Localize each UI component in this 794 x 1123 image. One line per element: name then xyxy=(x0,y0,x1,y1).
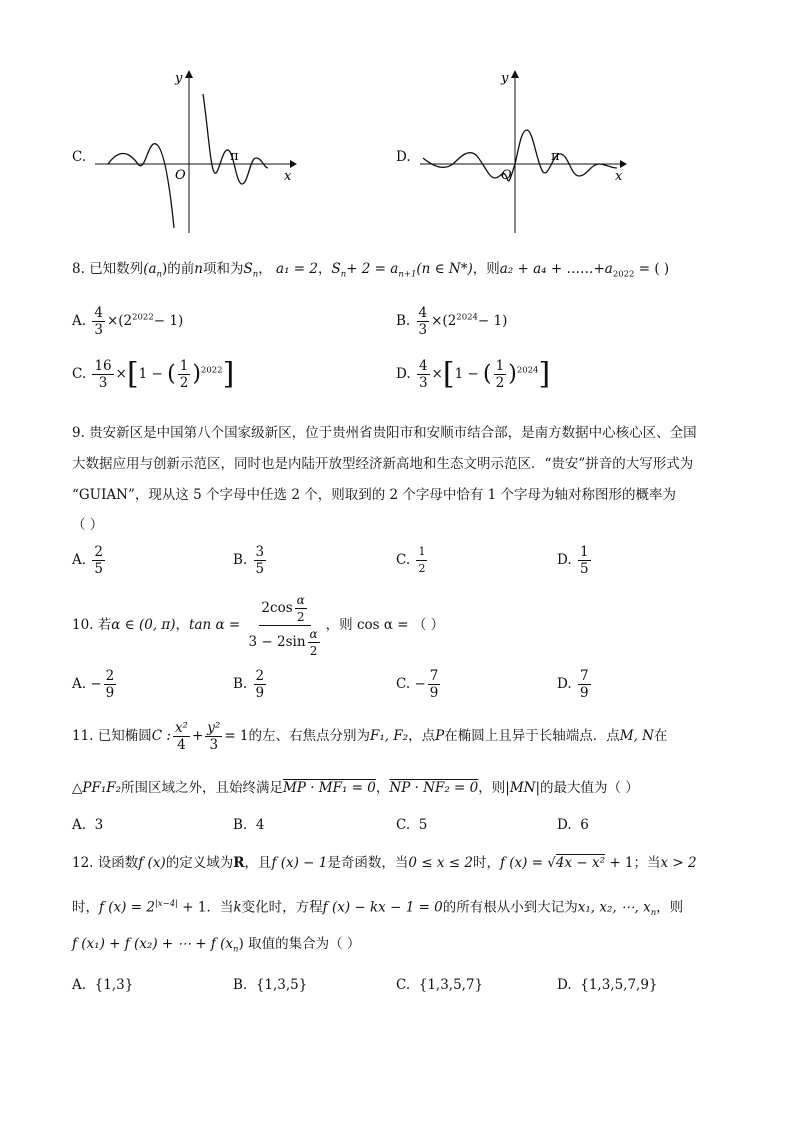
graph-c-label: C. xyxy=(72,149,87,165)
graph-d-x-arrow xyxy=(620,160,627,168)
graph-c-y-label: y xyxy=(175,71,183,86)
q8-option-a[interactable]: A. $\frac{4}{3}$ $\times(2^{2022}- 1)$ xyxy=(72,305,184,338)
graph-d-x-label: x xyxy=(615,169,623,184)
q11-option-d[interactable]: D. 6 xyxy=(557,817,589,833)
q12-option-d[interactable]: D. {1,3,5,7,9} xyxy=(557,977,658,993)
q10-option-a[interactable]: A. − $\frac{2}{9}$ xyxy=(72,668,115,701)
q8-option-d[interactable]: D. $\frac{4}{3}$ ×[1 − ( $\frac{1}{2}$ )$^{2024}$] xyxy=(396,356,551,392)
q10-option-b[interactable]: B. $\frac{2}{9}$ xyxy=(233,668,265,701)
q12-line-3: f (x₁) + f (x₂) + ⋯ + f $(x_n)$ 取值的集合为（ ） xyxy=(72,936,361,955)
q11-option-c[interactable]: C. 5 xyxy=(396,817,428,833)
graph-c-x-label: x xyxy=(284,169,292,184)
graph-d-pi: π xyxy=(551,149,560,164)
graph-c-x-arrow xyxy=(290,160,297,168)
q8-option-b[interactable]: B. $\frac{4}{3}$ $\times(2^{2024}- 1)$ xyxy=(396,305,508,338)
graph-d xyxy=(415,68,630,238)
q12-option-b[interactable]: B. {1,3,5} xyxy=(233,977,308,993)
q11-option-a[interactable]: A. 3 xyxy=(72,817,104,833)
graph-d-y-label: y xyxy=(501,71,509,86)
graph-d-curve xyxy=(423,130,617,181)
q12-line-2: 时，f $(x) = 2^{|x-4|} + 1$．当k变化时，方程f (x) − kx − 1 = 0的所有根从小到大记为x₁, x₂, ⋯, $x_n$，则 xyxy=(72,899,684,919)
q12-line-1: 12. 设函数f (x)的定义域为R，且f (x) − 1是奇函数，当0 ≤ x ≤ 2时，f (x) = √4x − x² + 1；当x > 2 xyxy=(72,855,697,871)
q11-option-b[interactable]: B. 4 xyxy=(233,817,265,833)
graph-c-curve-left xyxy=(108,144,174,228)
q9-line-1: 9. 贵安新区是中国第八个国家级新区，位于贵州省贵阳市和安顺市结合部，是南方数据中心核心区、全国 xyxy=(72,425,697,441)
graph-c xyxy=(90,68,300,238)
q8-stem: 8. 已知数列$(a_n)$的前n项和为$S_n$， a₁ = 2，$S_n+ 2 = a_{n+1}(n$ ∈ N*)，则$a_2 + a_4 + \dots\dots+a_{2022}$ = ( ) xyxy=(72,261,670,280)
q10-option-d[interactable]: D. $\frac{7}{9}$ xyxy=(557,668,589,701)
q12-option-a[interactable]: A. {1,3} xyxy=(72,977,134,993)
graph-c-y-arrow xyxy=(185,70,193,78)
q8-option-c[interactable]: C. $\frac{16}{3}$ ×[1 − ( $\frac{1}{2}$ )$^{2022}$] xyxy=(72,356,235,392)
graph-d-origin: O xyxy=(501,168,512,183)
q9-line-3: “GUIAN”，现从这 5 个字母中任选 2 个，则取到的 2 个字母中恰有 1 个字母为轴对称图形的概率为 xyxy=(72,487,677,503)
q11-line-2: △PF₁F₂所围区域之外，且始终满足MP · MF₁ = 0，NP · NF₂ = 0，则|MN|的最大值为（ ） xyxy=(72,780,639,796)
graph-c-origin: O xyxy=(175,168,186,183)
q10-option-c[interactable]: C. − $\frac{7}{9}$ xyxy=(396,668,439,701)
q9-option-a[interactable]: A. $\frac{2}{5}$ xyxy=(72,544,103,577)
q9-line-4: （ ） xyxy=(72,517,104,533)
q9-line-2: 大数据应用与创新示范区，同时也是内陆开放型经济新高地和生态文明示范区．“贵安”拼音的大写形式为 xyxy=(72,456,694,472)
q9-option-c[interactable]: C. $\frac{1}{2}$ xyxy=(396,545,426,575)
q9-option-d[interactable]: D. $\frac{1}{5}$ xyxy=(557,544,589,577)
graph-d-y-arrow xyxy=(511,70,519,78)
q10-stem: 10. 若α ∈ (0, π)，tan α = 2cos $\frac{\alpha}{2}$ 3 − 2sin $\frac{\alpha}{2}$ ，则 cos α = （ ） xyxy=(72,593,445,658)
q11-line-1: 11. 已知椭圆C : $\frac{\text{x²}}{4}$ + $\frac{\text{y²}}{3}$ = 1的左、右焦点分别为F₁, F₂，点P在椭圆上且异于长轴端点．点M, N在 xyxy=(72,720,668,753)
graph-d-label: D. xyxy=(396,149,411,165)
graph-c-pi: π xyxy=(230,149,239,164)
q12-option-c[interactable]: C. {1,3,5,7} xyxy=(396,977,484,993)
q9-option-b[interactable]: B. $\frac{3}{5}$ xyxy=(233,544,265,577)
graph-c-curve-right xyxy=(203,94,268,184)
